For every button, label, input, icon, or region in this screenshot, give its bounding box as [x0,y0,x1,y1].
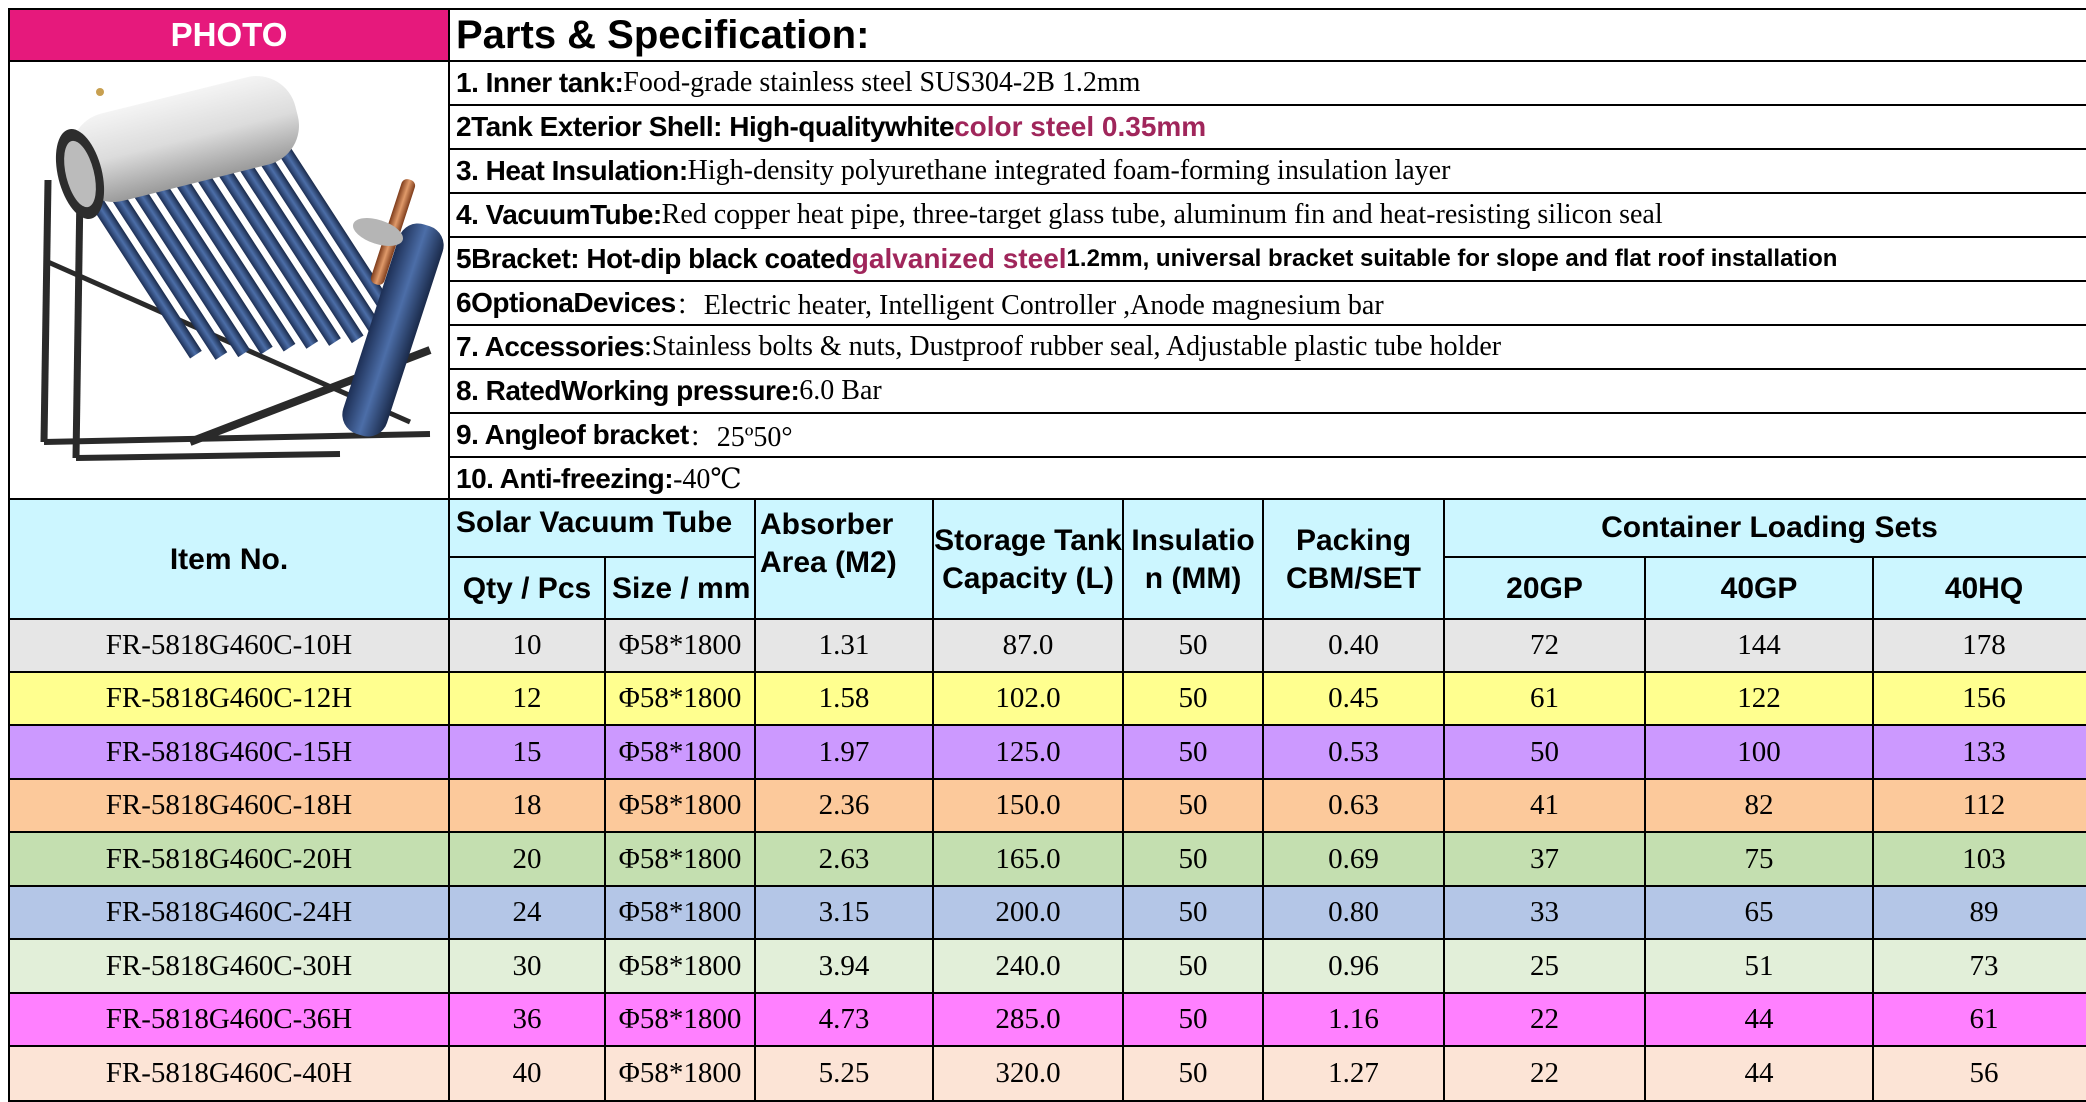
table-cell: 22 [1443,992,1646,1047]
table-row-item-no: FR-5818G460C-40H [8,1045,450,1102]
spec-highlight: galvanized steel [851,243,1067,274]
table-cell: Φ58*1800 [604,885,756,940]
table-cell: Φ58*1800 [604,992,756,1047]
table-cell: 1.31 [754,618,934,673]
spec-line-9 [448,412,2086,458]
spec-line-2 [448,104,2086,150]
spec-value: 6.0 Bar [799,375,882,406]
table-cell: 50 [1122,992,1264,1047]
spec-line-1 [448,60,2086,106]
table-cell: 87.0 [932,618,1124,673]
table-cell: 50 [1122,724,1264,780]
table-cell: 0.69 [1262,831,1445,887]
spec-key: 7. Accessories [456,331,645,362]
photo-header: PHOTO [8,8,450,62]
table-cell: Φ58*1800 [604,724,756,780]
table-cell: 133 [1872,724,2086,780]
spec-value: -40℃ [673,464,742,495]
table-cell: 12 [448,671,606,726]
table-cell: 10 [448,618,606,673]
table-row-item-no: FR-5818G460C-12H [8,671,450,726]
spec-value: High-density polyurethane integrated foam-forming insulation layer [687,155,1451,186]
table-cell: 50 [1122,1045,1264,1102]
header-solar-vacuum-tube: Solar Vacuum Tube [448,498,756,558]
spec-key: 10. Anti-freezing: [456,463,674,494]
table-cell: 20 [448,831,606,887]
table-cell: Φ58*1800 [604,671,756,726]
table-row-item-no: FR-5818G460C-30H [8,938,450,994]
table-cell: 2.36 [754,778,934,833]
header-insulation: Insulation (MM) [1122,498,1264,622]
spec-unit: mm [1156,111,1207,142]
table-cell: 3.94 [754,938,934,994]
spec-title: Parts & Specification: [448,8,2086,62]
table-cell: Φ58*1800 [604,938,756,994]
table-cell: 1.97 [754,724,934,780]
table-cell: 50 [1443,724,1646,780]
table-cell: 33 [1443,885,1646,940]
table-cell: 0.53 [1262,724,1445,780]
table-cell: 18 [448,778,606,833]
table-cell: 144 [1644,618,1874,673]
table-cell: Φ58*1800 [604,1045,756,1102]
table-cell: 150.0 [932,778,1124,833]
table-row-item-no: FR-5818G460C-18H [8,778,450,833]
table-cell: 0.45 [1262,671,1445,726]
header-qty: Qty / Pcs [448,556,606,622]
table-cell: 2.63 [754,831,934,887]
table-cell: 61 [1872,992,2086,1047]
table-cell: 37 [1443,831,1646,887]
table-cell: 125.0 [932,724,1124,780]
table-cell: 122 [1644,671,1874,726]
table-cell: 240.0 [932,938,1124,994]
table-cell: 56 [1872,1045,2086,1102]
table-cell: 50 [1122,671,1264,726]
table-cell: 15 [448,724,606,780]
table-row-item-no: FR-5818G460C-20H [8,831,450,887]
table-cell: 75 [1644,831,1874,887]
table-cell: 156 [1872,671,2086,726]
header-container-loading: Container Loading Sets [1443,498,2086,558]
spec-key: 6OptionaDevices [456,287,676,318]
table-cell: 165.0 [932,831,1124,887]
table-cell: 72 [1443,618,1646,673]
table-cell: 178 [1872,618,2086,673]
table-cell: 5.25 [754,1045,934,1102]
table-cell: 51 [1644,938,1874,994]
table-cell: 0.80 [1262,885,1445,940]
spec-line-4 [448,192,2086,238]
spec-line-5 [448,236,2086,282]
spec-key: 4. VacuumTube: [456,199,662,230]
table-cell: Φ58*1800 [604,831,756,887]
table-cell: 25 [1443,938,1646,994]
table-cell: 50 [1122,778,1264,833]
spec-value: Red copper heat pipe, three-target glass tube, aluminum fin and heat-resisting silicon seal [661,199,1663,230]
table-cell: 50 [1122,618,1264,673]
table-cell: 82 [1644,778,1874,833]
spec-value: ：Electric heater, Intelligent Controller ,Anode magnesium bar [675,290,1384,321]
table-row-item-no: FR-5818G460C-24H [8,885,450,940]
table-cell: 50 [1122,831,1264,887]
table-cell: Φ58*1800 [604,778,756,833]
table-cell: 50 [1122,938,1264,994]
table-cell: 1.58 [754,671,934,726]
header-20gp: 20GP [1443,556,1646,622]
table-cell: 89 [1872,885,2086,940]
spec-line-7 [448,324,2086,370]
spec-key: 2Tank Exterior Shell: High-qualitywhite [456,111,955,142]
spec-key: 1. Inner tank: [456,67,624,98]
header-size: Size / mm [604,556,756,622]
header-packing: Packing CBM/SET [1262,498,1445,622]
table-cell: 0.96 [1262,938,1445,994]
table-cell: 102.0 [932,671,1124,726]
header-40hq: 40HQ [1872,556,2086,622]
spec-value: Food-grade stainless steel SUS304-2B 1.2mm [623,67,1141,98]
table-cell: Φ58*1800 [604,618,756,673]
solar-water-heater-image [10,62,448,504]
spec-key: 9. Angleof bracket [456,419,689,450]
table-cell: 100 [1644,724,1874,780]
table-cell: 3.15 [754,885,934,940]
table-row-item-no: FR-5818G460C-15H [8,724,450,780]
table-cell: 0.40 [1262,618,1445,673]
spec-detail: 1.2mm, universal bracket suitable for slope and flat roof installation [1066,245,1838,272]
spec-line-3 [448,148,2086,194]
table-cell: 40 [448,1045,606,1102]
table-cell: 103 [1872,831,2086,887]
header-item-no: Item No. [8,498,450,622]
table-cell: 50 [1122,885,1264,940]
spec-line-6 [448,280,2086,326]
header-40gp: 40GP [1644,556,1874,622]
table-cell: 22 [1443,1045,1646,1102]
table-cell: 320.0 [932,1045,1124,1102]
table-cell: 200.0 [932,885,1124,940]
table-cell: 0.63 [1262,778,1445,833]
table-cell: 112 [1872,778,2086,833]
spec-line-8 [448,368,2086,414]
spec-value: ：25º50° [688,422,793,453]
header-absorber-area: Absorber Area (M2) [754,498,934,622]
spec-value: :Stainless bolts & nuts, Dustproof rubber seal, Adjustable plastic tube holder [644,331,1502,362]
table-cell: 41 [1443,778,1646,833]
table-row-item-no: FR-5818G460C-10H [8,618,450,673]
table-cell: 24 [448,885,606,940]
table-cell: 73 [1872,938,2086,994]
spec-key: 8. RatedWorking pressure: [456,375,800,406]
table-cell: 36 [448,992,606,1047]
table-cell: 30 [448,938,606,994]
table-row-item-no: FR-5818G460C-36H [8,992,450,1047]
spec-key: 3. Heat Insulation: [456,155,688,186]
table-cell: 1.16 [1262,992,1445,1047]
table-cell: 44 [1644,992,1874,1047]
table-cell: 4.73 [754,992,934,1047]
table-cell: 1.27 [1262,1045,1445,1102]
spec-highlight: color steel 0.35 [954,111,1157,142]
spec-line-10 [448,456,2086,502]
header-storage-capacity: Storage Tank Capacity (L) [932,498,1124,622]
table-cell: 61 [1443,671,1646,726]
product-photo [8,60,450,506]
table-cell: 65 [1644,885,1874,940]
spec-key: 5Bracket: Hot-dip black coated [456,243,852,274]
table-cell: 44 [1644,1045,1874,1102]
table-cell: 285.0 [932,992,1124,1047]
